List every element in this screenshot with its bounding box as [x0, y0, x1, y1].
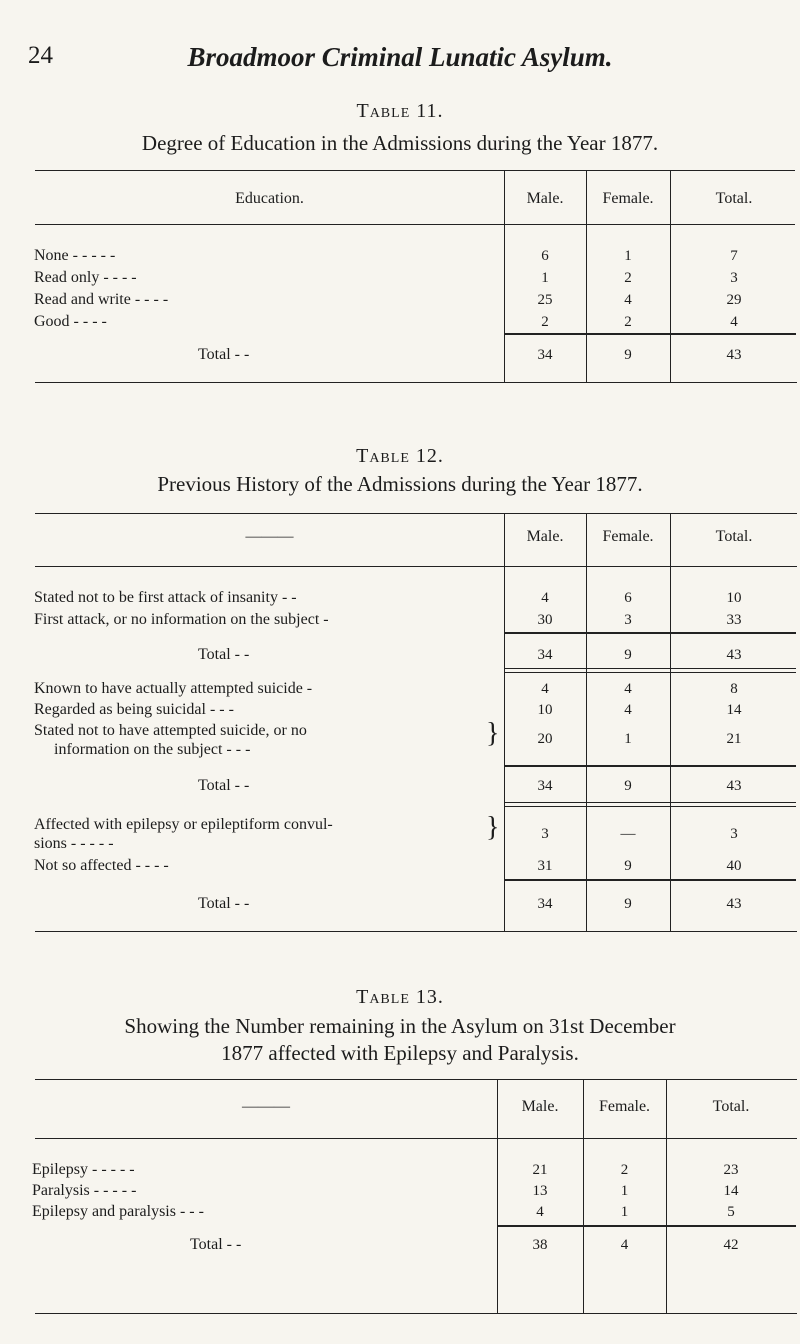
- running-title: Broadmoor Criminal Lunatic Asylum.: [187, 42, 613, 72]
- table-cell-total: 7: [730, 248, 738, 264]
- table-12-title: Table 12.: [356, 445, 444, 467]
- table-11-header-total: Total.: [715, 190, 753, 207]
- table-cell-total: 33: [726, 612, 742, 628]
- table-cell-total: 14: [726, 702, 742, 718]
- table-cell-male: 10: [537, 702, 553, 718]
- table-row-label: Paralysis - - - - -: [32, 1182, 137, 1199]
- table-13-header-female: Female.: [598, 1098, 651, 1115]
- table-row-label-line: Stated not to have attempted suicide, or no: [34, 722, 307, 739]
- table-13-header-male: Male.: [521, 1098, 559, 1115]
- table-cell-total: 29: [726, 292, 742, 308]
- table-cell-female: 4: [624, 292, 632, 308]
- table-12-subtotal-rule: [504, 879, 796, 881]
- table-11-subtitle: Degree of Education in the Admissions during the Year 1877.: [141, 131, 659, 155]
- table-cell-female: 4: [620, 1237, 629, 1253]
- table-cell-female: 4: [624, 681, 632, 697]
- table-cell-female: 9: [624, 858, 632, 874]
- table-cell-total: 3: [730, 826, 738, 842]
- table-cell-male: 4: [541, 590, 549, 606]
- table-12-header-total: Total.: [715, 528, 753, 545]
- table-cell-male: 30: [537, 612, 553, 628]
- table-cell-male: 3: [541, 826, 549, 842]
- table-cell-female: 2: [624, 270, 632, 286]
- table-13-total-label: Total - -: [190, 1236, 242, 1253]
- table-cell-male: 20: [537, 731, 553, 747]
- table-12-double-rule: [504, 802, 796, 803]
- table-cell-total: 3: [730, 270, 738, 286]
- table-cell-male: 6: [541, 248, 549, 264]
- table-cell-female: —: [620, 826, 636, 842]
- table-cell-female: 1: [624, 248, 632, 264]
- table-cell-total: 5: [727, 1204, 735, 1220]
- table-cell-total: 14: [723, 1183, 739, 1199]
- table-row-label-line: Affected with epilepsy or epileptiform convul-: [34, 816, 333, 833]
- table-cell-male: 34: [537, 647, 553, 663]
- table-row-label: Read only - - - -: [34, 269, 137, 286]
- table-12-total-label: Total - -: [198, 895, 250, 912]
- table-11-total-label: Total - -: [198, 346, 250, 363]
- table-13-header-total: Total.: [712, 1098, 750, 1115]
- table-cell-total: 10: [726, 590, 742, 606]
- table-row-label: Stated not to be first attack of insanity - -: [34, 589, 297, 606]
- table-cell-male: 31: [537, 858, 553, 874]
- table-row-label: Not so affected - - - -: [34, 857, 169, 874]
- table-13-subtitle-line2: 1877 affected with Epilepsy and Paralysis.: [221, 1041, 579, 1065]
- table-cell-female: 6: [624, 590, 632, 606]
- table-cell-total: 23: [723, 1162, 739, 1178]
- table-cell-female: 1: [620, 1183, 629, 1199]
- table-13-bottom-rule: [35, 1313, 797, 1314]
- table-13-top-rule: [35, 1079, 797, 1080]
- table-13-title: Table 13.: [356, 986, 444, 1008]
- table-12-subtotal-rule: [504, 632, 796, 634]
- table-11-top-rule: [35, 170, 795, 171]
- table-12-header-rule: [35, 566, 797, 567]
- table-row-label: Epilepsy - - - - -: [32, 1161, 135, 1178]
- table-row-label: Read and write - - - -: [34, 291, 169, 308]
- table-12-double-rule: [504, 668, 796, 669]
- table-11-header-education: Education.: [235, 190, 304, 207]
- table-cell-male: 21: [532, 1162, 548, 1178]
- table-cell-total: 21: [726, 731, 742, 747]
- table-cell-male: 4: [541, 681, 549, 697]
- table-11-subtotal-rule: [504, 333, 796, 335]
- table-cell-total: 8: [730, 681, 738, 697]
- table-11-bottom-rule: [35, 382, 797, 383]
- table-13-header-rule: [35, 1138, 797, 1139]
- table-cell-female: 4: [624, 702, 632, 718]
- page-number: 24: [28, 42, 53, 69]
- table-row-label: First attack, or no information on the subject -: [34, 611, 329, 628]
- table-cell-total: 4: [730, 314, 738, 330]
- brace-icon: }: [486, 718, 500, 749]
- table-cell-male: 34: [537, 347, 553, 363]
- table-cell-female: 9: [624, 347, 632, 363]
- table-cell-female: 9: [624, 896, 632, 912]
- table-11-header-female: Female.: [602, 190, 654, 207]
- table-row-label-line: information on the subject - - -: [54, 741, 251, 758]
- table-cell-female: 3: [624, 612, 632, 628]
- table-13-header-blank: ———: [242, 1098, 290, 1115]
- table-cell-male: 4: [536, 1204, 544, 1220]
- table-12-total-label: Total - -: [198, 646, 250, 663]
- table-cell-total: 43: [726, 896, 742, 912]
- table-cell-female: 2: [624, 314, 632, 330]
- table-cell-female: 9: [624, 647, 632, 663]
- table-row-label: Good - - - -: [34, 313, 107, 330]
- table-cell-female: 9: [624, 778, 632, 794]
- table-cell-total: 43: [726, 647, 742, 663]
- table-cell-female: 1: [624, 731, 632, 747]
- table-12-double-rule: [504, 806, 796, 807]
- table-row-label: Known to have actually attempted suicide -: [34, 680, 313, 697]
- table-cell-total: 43: [726, 347, 742, 363]
- brace-icon: }: [486, 812, 500, 843]
- table-cell-total: 40: [726, 858, 742, 874]
- table-cell-total: 43: [726, 778, 742, 794]
- table-12-bottom-rule: [35, 931, 797, 932]
- table-cell-male: 38: [532, 1237, 548, 1253]
- table-cell-male: 1: [541, 270, 549, 286]
- table-11-title: Table 11.: [356, 100, 444, 122]
- table-row-label: None - - - - -: [34, 247, 116, 264]
- table-cell-male: 2: [541, 314, 549, 330]
- table-12-total-label: Total - -: [198, 777, 250, 794]
- table-cell-female: 1: [620, 1204, 629, 1220]
- table-cell-male: 34: [537, 896, 553, 912]
- table-11-header-male: Male.: [526, 190, 564, 207]
- table-cell-male: 34: [537, 778, 553, 794]
- table-12-subtotal-rule: [504, 765, 796, 767]
- table-row-label-line: sions - - - - -: [34, 835, 114, 852]
- table-row-label: Epilepsy and paralysis - - -: [32, 1203, 204, 1220]
- table-12-header-blank: ———: [245, 528, 294, 545]
- table-12-header-female: Female.: [602, 528, 654, 545]
- table-cell-male: 25: [537, 292, 553, 308]
- table-cell-male: 13: [532, 1183, 548, 1199]
- page-header: [0, 42, 800, 82]
- table-12-header-male: Male.: [526, 528, 564, 545]
- table-cell-total: 42: [723, 1237, 739, 1253]
- table-cell-female: 2: [620, 1162, 629, 1178]
- table-12-subtitle: Previous History of the Admissions during the Year 1877.: [157, 472, 643, 496]
- table-13-subtitle-line1: Showing the Number remaining in the Asylum on 31st December: [124, 1014, 676, 1038]
- table-row-label: Regarded as being suicidal - - -: [34, 701, 234, 718]
- table-11-header-rule: [35, 224, 795, 225]
- table-12-top-rule: [35, 513, 797, 514]
- table-12-double-rule: [504, 672, 796, 673]
- table-13-subtotal-rule: [497, 1225, 796, 1227]
